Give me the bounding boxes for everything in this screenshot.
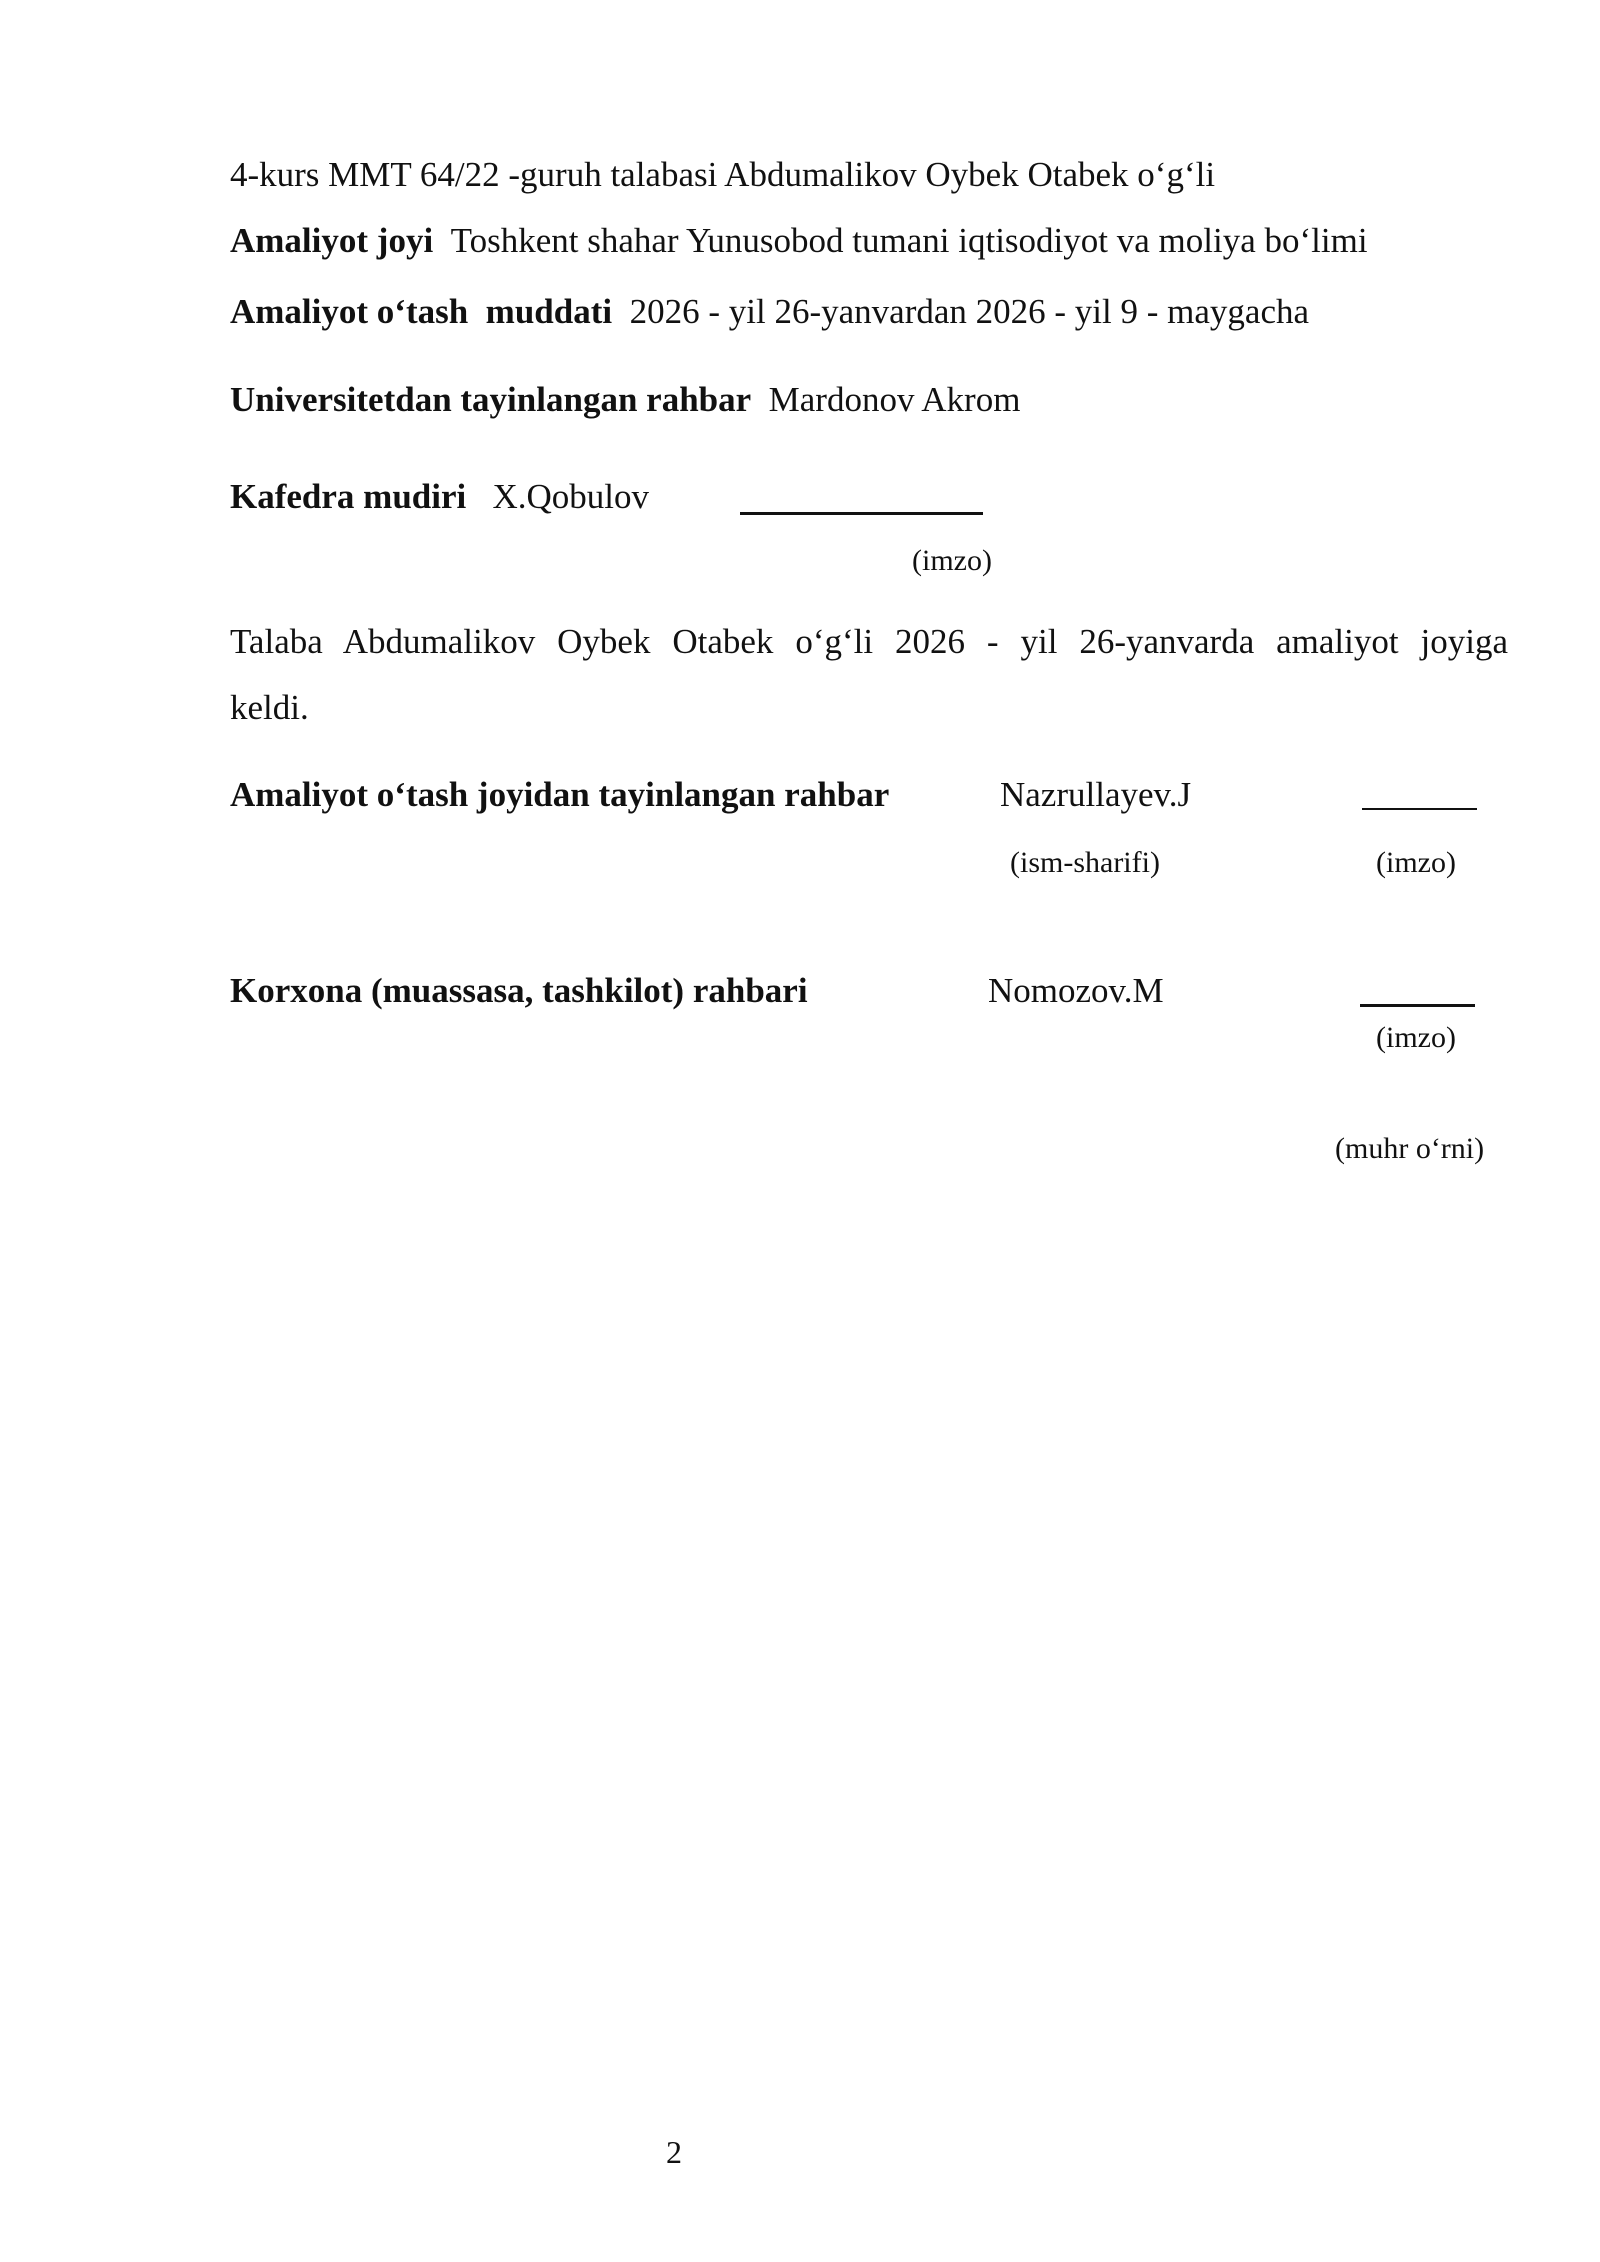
practice-period-label: Amaliyot o‘tash muddati [230,292,613,331]
practice-period-row [230,292,1309,332]
head-of-department-label: Kafedra mudiri [230,477,467,516]
head-of-department-signature-line [740,512,983,515]
site-supervisor-label: Amaliyot o‘tash joyidan tayinlangan rahbar [230,775,890,814]
head-of-department-row [230,477,649,517]
arrival-line-2: keldi. [230,688,309,727]
practice-place-label: Amaliyot joyi [230,221,434,260]
head-of-department-signature-caption: (imzo) [912,544,992,577]
organization-head-value: Nomozov.M [988,971,1164,1010]
practice-place-value: Toshkent shahar Yunusobod tumani iqtisodiyot va moliya bo‘limi [450,221,1368,260]
organization-head-label: Korxona (muassasa, tashkilot) rahbari [230,971,808,1010]
site-supervisor-signature-line [1362,808,1477,810]
organization-head-signature-line [1360,1004,1475,1007]
supervisor-value: Mardonov Akrom [768,380,1021,419]
arrival-line-1: Talaba Abdumalikov Oybek Otabek o‘g‘li 2026 - yil 26-yanvarda amaliyot joyiga [230,622,1508,661]
supervisor-row [230,380,1020,420]
site-supervisor-name-caption: (ism-sharifi) [1010,846,1160,879]
site-supervisor-signature-caption: (imzo) [1376,846,1456,879]
head-of-department-value: X.Qobulov [492,477,650,516]
practice-period-value: 2026 - yil 26-yanvardan 2026 - yil 9 - maygacha [629,292,1310,331]
stamp-caption: (muhr o‘rni) [1335,1132,1485,1165]
student-line: 4-kurs MMT 64/22 -guruh talabasi Abdumalikov Oybek Otabek o‘g‘li [230,155,1216,194]
site-supervisor-value: Nazrullayev.J [1000,775,1192,814]
organization-head-signature-caption: (imzo) [1376,1021,1456,1054]
practice-place-row [230,221,1368,261]
page-number: 2 [666,2134,682,2170]
supervisor-label: Universitetdan tayinlangan rahbar [230,380,752,419]
